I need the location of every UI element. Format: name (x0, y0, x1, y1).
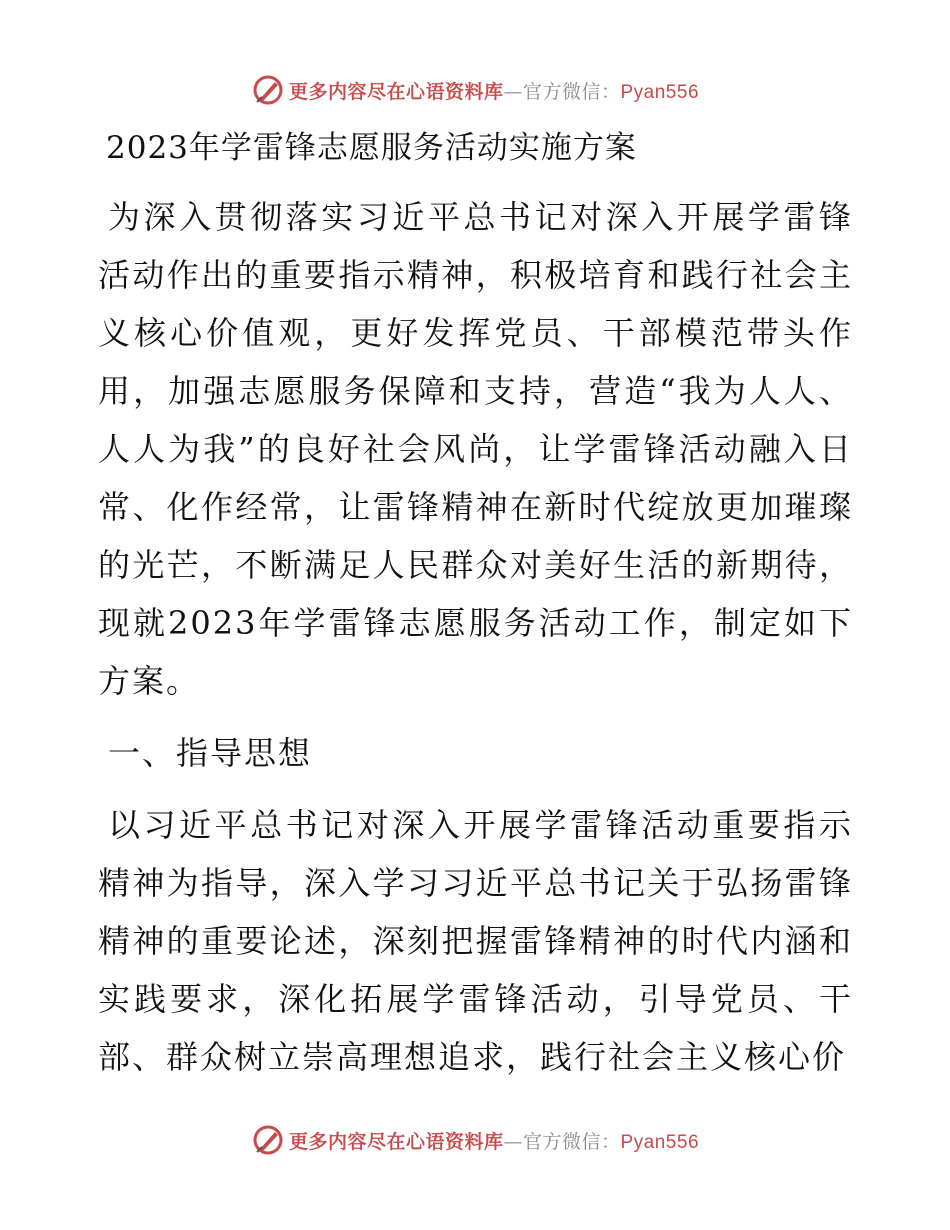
quill-pen-logo-icon (251, 73, 285, 107)
guiding-ideology-paragraph: 以习近平总书记对深入开展学雷锋活动重要指示精神为指导，深入学习习近平总书记关于弘扬雷锋精神的重要论述，深刻把握雷锋精神的时代内涵和实践要求，深化拓展学雷锋活动，引导党员、干部、群众树立崇高理想追求，践行社会主义核心价 (98, 806, 853, 1076)
watermark-wechat-label: 官方微信： (522, 80, 621, 103)
watermark-separator: — (503, 80, 523, 103)
document-body (98, 120, 853, 1100)
document-title: 2023年学雷锋志愿服务活动实施方案 (106, 130, 637, 166)
quill-pen-logo-icon (251, 1123, 285, 1157)
section-heading-guiding-ideology: 一、指导思想 (108, 734, 313, 772)
watermark-header (0, 70, 950, 110)
watermark-main: 更多内容尽在心语资料库 (288, 80, 504, 103)
watermark-wechat-label: 官方微信： (522, 1130, 621, 1153)
watermark-wechat-id: Pyan556 (620, 1131, 700, 1153)
watermark-main: 更多内容尽在心语资料库 (288, 1130, 504, 1153)
watermark-wechat-id: Pyan556 (620, 81, 700, 103)
intro-paragraph: 为深入贯彻落实习近平总书记对深入开展学雷锋活动作出的重要指示精神，积极培育和践行社会主义核心价值观，更好发挥党员、干部模范带头作用，加强志愿服务保障和支持，营造“我为人人、人人为我”的良好社会风尚，让学雷锋活动融入日常、化作经常，让雷锋精神在新时代绽放更加璀璨的光芒，不断满足人民群众对美好生活的新期待，现就2023年学雷锋志愿服务活动工作，制定如下方案。 (98, 198, 853, 700)
watermark-separator: — (503, 1130, 523, 1153)
watermark-footer (0, 1120, 950, 1160)
watermark-text (289, 1127, 699, 1154)
watermark-text (289, 77, 699, 104)
